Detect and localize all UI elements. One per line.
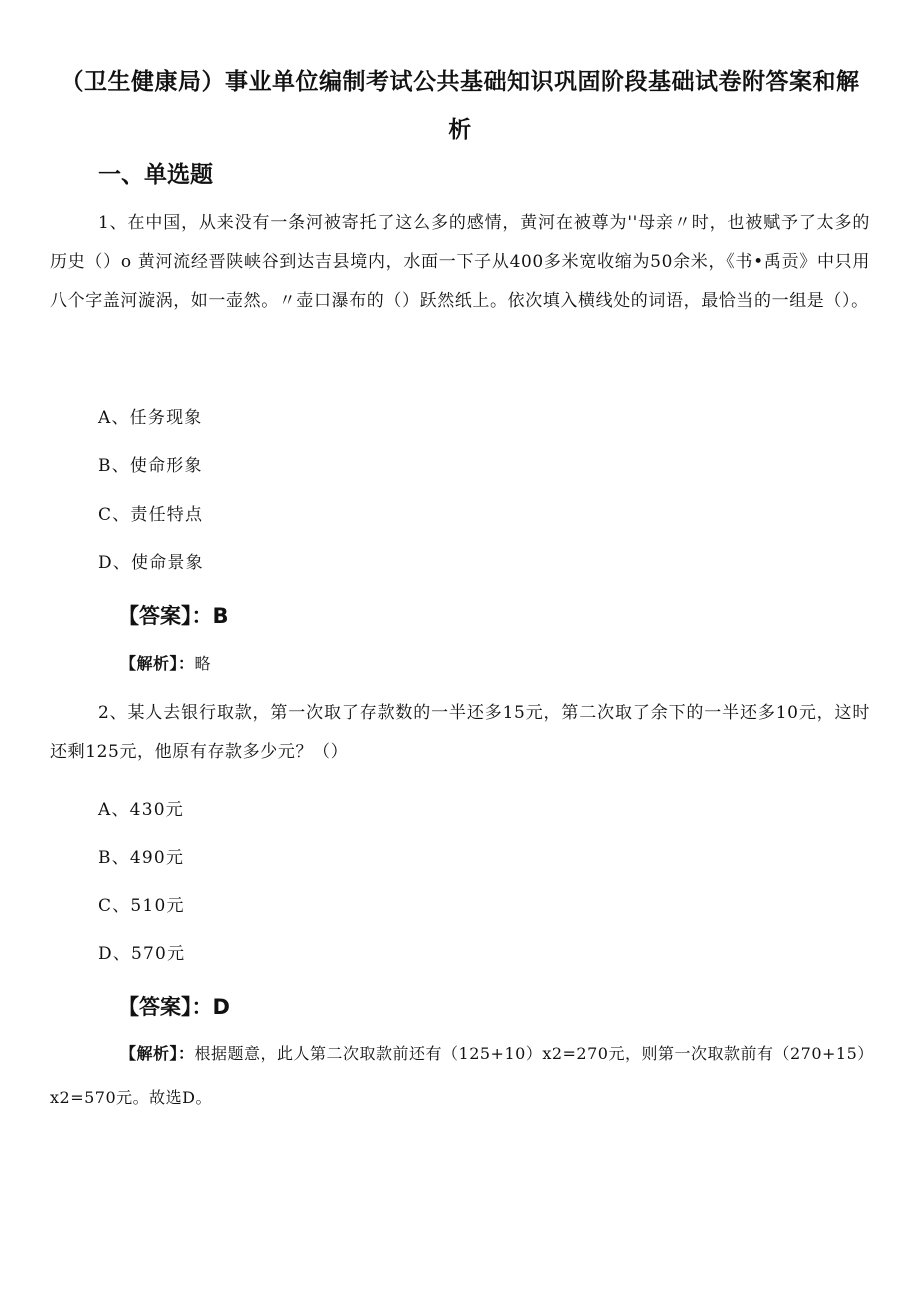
question-1-option-c: C、责任特点 xyxy=(98,505,204,525)
question-1-option-b: B、使命形象 xyxy=(98,456,203,476)
question-1-explanation-label: 【解析】： xyxy=(120,654,195,673)
question-1-explanation xyxy=(50,642,870,686)
question-2-explanation-text: 根据题意，此人第二次取款前还有（125+10）x2=270元，则第一次取款前有（270+15）x2=570元。故选D。 xyxy=(50,1044,866,1107)
question-2-answer: 【答案】：D xyxy=(118,995,230,1019)
section-heading: 一、单选题 xyxy=(98,162,213,188)
question-2-stem: 2、某人去银行取款，第一次取了存款数的一半还多15元，第二次取了余下的一半还多10元，这时还剩125元，他原有存款多少元？（） xyxy=(50,703,870,762)
question-1-explanation-text: 略 xyxy=(194,654,212,673)
question-2-explanation xyxy=(50,1032,870,1120)
question-1-stem: 1、在中国，从来没有一条河被寄托了这么多的感情，黄河在被尊为''母亲〃时，也被赋予了太多的历史（）o 黄河流经晋陕峡谷到达吉县境内，水面一下子从400多米宽收缩为50余米，《书•禹贡》中只用八个字盖河漩涡，如一壶然。〃壶口瀑布的（）跃然纸上。依次填入横线处的词语，最恰当的一组是（）。 xyxy=(50,213,870,311)
question-1-option-d: D、使命景象 xyxy=(98,553,204,573)
question-2-option-b: B、490元 xyxy=(98,848,185,868)
question-2-option-a: A、430元 xyxy=(98,800,184,820)
question-1-answer: 【答案】：B xyxy=(118,604,229,628)
question-1-option-a: A、任务现象 xyxy=(98,408,203,428)
document-title: （卫生健康局）事业单位编制考试公共基础知识巩固阶段基础试卷附答案和解析 xyxy=(60,69,860,143)
question-2-option-c: C、510元 xyxy=(98,896,185,916)
question-2-option-d: D、570元 xyxy=(98,944,186,964)
question-2-explanation-label: 【解析】： xyxy=(120,1044,195,1063)
